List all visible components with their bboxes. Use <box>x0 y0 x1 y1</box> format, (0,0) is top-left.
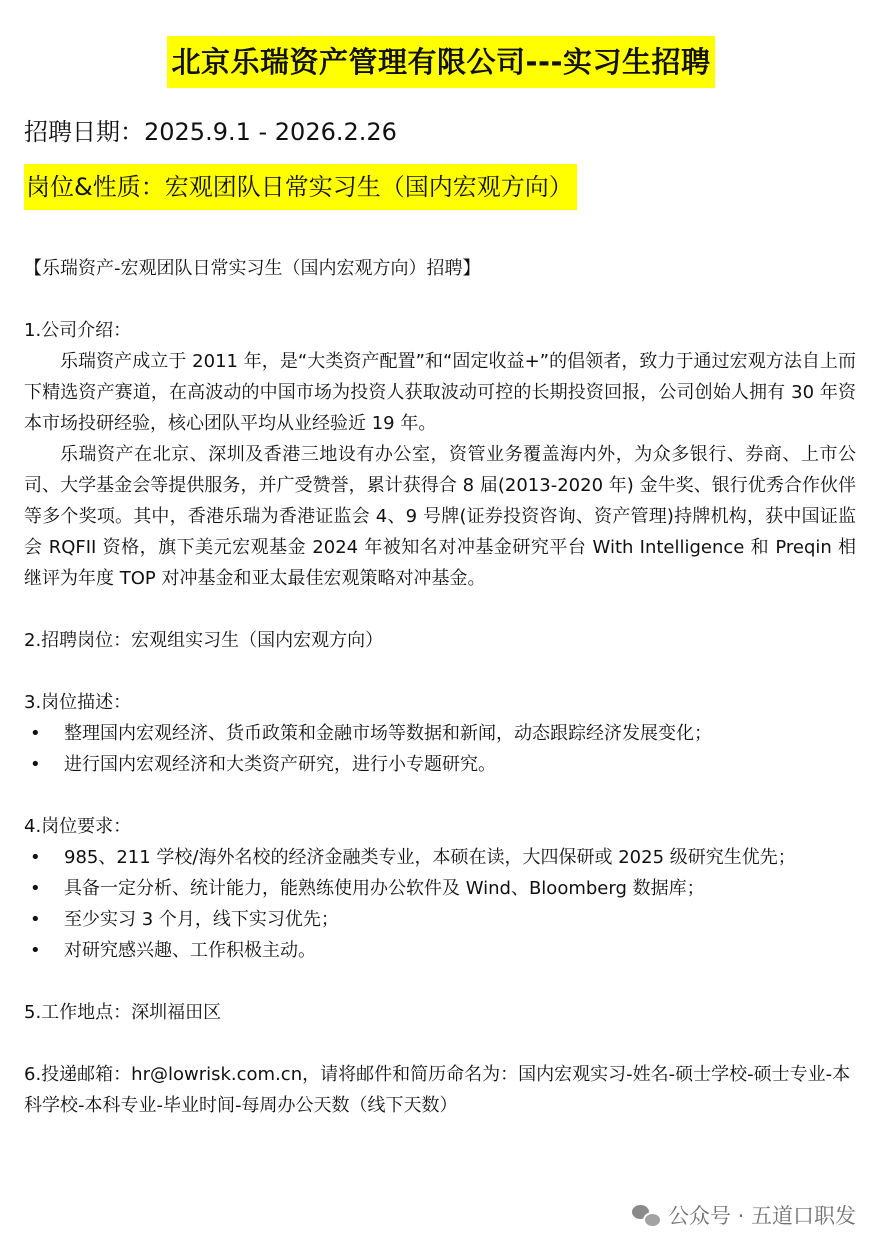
list-item <box>24 842 856 873</box>
headline: 【乐瑞资产-宏观团队日常实习生（国内宏观方向）招聘】 <box>24 258 481 279</box>
section-2-title: 2.招聘岗位：宏观组实习生（国内宏观方向） <box>24 630 384 651</box>
company-intro-paragraph-2: 乐瑞资产在北京、深圳及香港三地设有办公室，资管业务覆盖海内外，为众多银行、券商、上市公司、大学基金会等提供服务，并广受赞誉，累计获得合 8 届(2013-2020 年) 金牛奖、银行优秀合作伙伴等多个奖项。其中，香港乐瑞为香港证监会 4、9 号牌(证券投资咨询、资产管理)持牌机构，获中国证监会 RQFII 资格，旗下美元宏观基金 2024 年被知名对冲基金研究平台 With Intelligence 和 Preqin 相继评为年度 TOP 对冲基金和亚太最佳宏观策略对冲基金。 <box>24 444 856 589</box>
section-3-title: 3.岗位描述： <box>24 692 132 713</box>
bullet-icon: • <box>30 754 41 775</box>
bullet-icon: • <box>30 723 41 744</box>
list-item <box>24 749 856 780</box>
page-title: 北京乐瑞资产管理有限公司---实习生招聘 <box>167 36 714 88</box>
list-item <box>24 904 856 935</box>
position-type: 岗位&性质：宏观团队日常实习生（国内宏观方向） <box>24 164 577 210</box>
bullet-icon: • <box>30 878 41 899</box>
section-1-title: 1.公司介绍： <box>24 320 132 341</box>
requirement-item-2: 具备一定分析、统计能力，能熟练使用办公软件及 Wind、Bloomberg 数据库； <box>64 878 705 899</box>
list-item <box>24 873 856 904</box>
bullet-icon: • <box>30 940 41 961</box>
section-4-title: 4.岗位要求： <box>24 816 132 837</box>
requirement-item-1: 985、211 学校/海外名校的经济金融类专业，本硕在读，大四保研或 2025 级研究生优先； <box>64 847 796 868</box>
company-intro-paragraph-1: 乐瑞资产成立于 2011 年，是“大类资产配置”和“固定收益+”的倡领者，致力于通过宏观方法自上而下精选资产赛道，在高波动的中国市场为投资人获取波动可控的长期投资回报，公司创始人拥有 30 年资本市场投研经验，核心团队平均从业经验近 19 年。 <box>24 351 856 434</box>
requirement-item-3: 至少实习 3 个月，线下实习优先； <box>64 909 339 930</box>
requirement-item-4: 对研究感兴趣、工作积极主动。 <box>64 940 316 961</box>
watermark <box>632 1200 856 1230</box>
list-item <box>24 935 856 966</box>
recruit-date: 招聘日期：2025.9.1 - 2026.2.26 <box>24 118 397 146</box>
duty-item-1: 整理国内宏观经济、货币政策和金融市场等数据和新闻，动态跟踪经济发展变化； <box>64 723 712 744</box>
watermark-text: 公众号 · 五道口职发 <box>667 1204 856 1228</box>
title-block <box>0 36 882 88</box>
bullet-icon: • <box>30 847 41 868</box>
document-body <box>24 253 856 1121</box>
bullet-icon: • <box>30 909 41 930</box>
list-item <box>24 718 856 749</box>
duty-item-2: 进行国内宏观经济和大类资产研究，进行小专题研究。 <box>64 754 496 775</box>
section-5-title: 5.工作地点：深圳福田区 <box>24 1002 222 1023</box>
section-6-application: 6.投递邮箱：hr@lowrisk.com.cn，请将邮件和简历命名为：国内宏观实习-姓名-硕士学校-硕士专业-本科学校-本科专业-毕业时间-每周办公天数（线下天数） <box>24 1064 851 1116</box>
wechat-icon <box>632 1203 660 1227</box>
